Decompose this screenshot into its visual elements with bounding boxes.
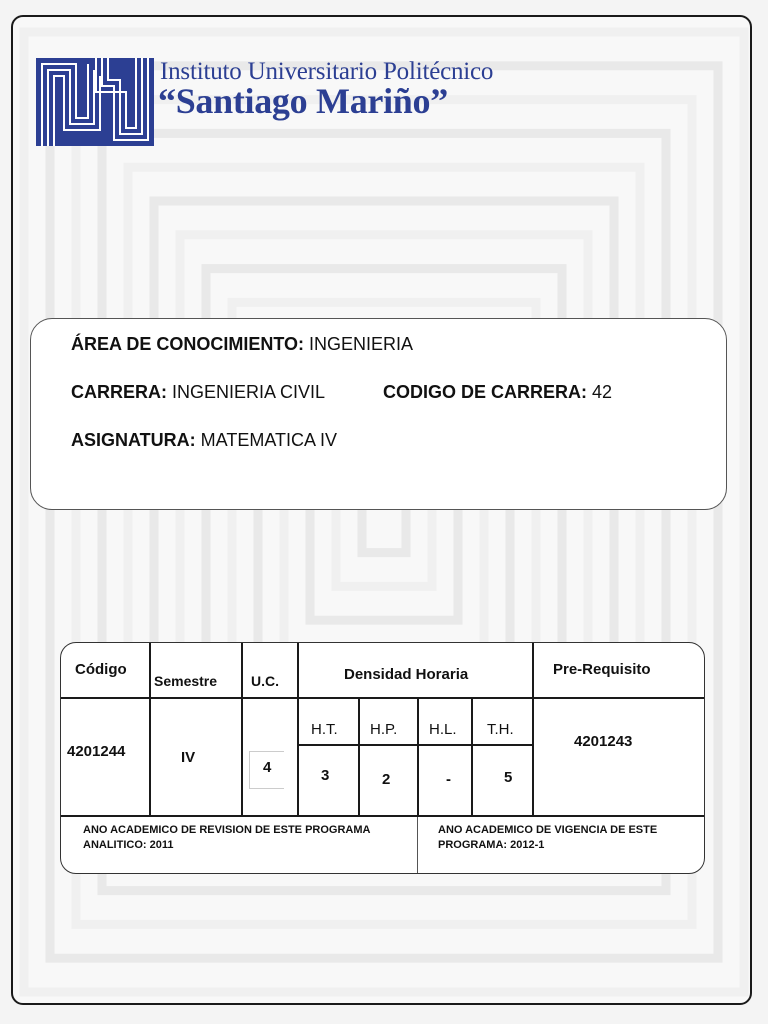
value-codigo: 4201244 [67, 743, 126, 760]
value-hl: - [446, 771, 451, 788]
area-label: ÁREA DE CONOCIMIENTO: [71, 334, 305, 354]
area-row [71, 334, 413, 355]
header-codigo: Código [75, 661, 127, 678]
institution-logo [36, 58, 154, 146]
table-divider [417, 815, 418, 874]
value-ht: 3 [321, 767, 330, 784]
footer-revision: ANO ACADEMICO DE REVISION DE ESTE PROGRAMA ANALITICO: 2011 [83, 824, 371, 851]
codigo-carrera-row [383, 382, 612, 403]
table-divider [61, 697, 705, 699]
value-th: 5 [504, 769, 513, 786]
value-uc: 4 [263, 759, 272, 776]
header-prerequisito: Pre-Requisito [553, 661, 651, 678]
table-divider [241, 643, 243, 815]
header-hp: H.P. [370, 721, 398, 738]
table-divider [297, 643, 299, 815]
table-divider [417, 697, 419, 815]
table-divider [297, 744, 532, 746]
header-hl: H.L. [429, 721, 457, 738]
asignatura-row [71, 430, 337, 451]
table-divider [532, 643, 534, 815]
course-table [60, 642, 705, 874]
value-hp: 2 [382, 771, 391, 788]
codigo-carrera-label: CODIGO DE CARRERA: [383, 382, 588, 402]
value-prerequisito: 4201243 [574, 733, 633, 750]
codigo-carrera-value: 42 [592, 382, 613, 402]
asignatura-label: ASIGNATURA: [71, 430, 196, 450]
value-semestre: IV [181, 749, 196, 766]
institution-name-line2: “Santiago Mariño” [158, 81, 448, 121]
table-divider [61, 815, 705, 817]
header-uc: U.C. [251, 673, 279, 689]
area-value: INGENIERIA [309, 334, 414, 354]
carrera-label: CARRERA: [71, 382, 167, 402]
table-divider [358, 697, 360, 815]
footer-vigencia: ANO ACADEMICO DE VIGENCIA DE ESTE PROGRAMA: 2012-1 [438, 824, 658, 851]
carrera-row [71, 382, 325, 403]
asignatura-value: MATEMATICA IV [200, 430, 338, 450]
table-divider [471, 697, 473, 815]
header-ht: H.T. [311, 721, 338, 738]
header-th: T.H. [487, 721, 514, 738]
info-box [30, 318, 727, 510]
carrera-value: INGENIERIA CIVIL [172, 382, 326, 402]
institution-name-line1: Instituto Universitario Politécnico [160, 58, 494, 85]
header-densidad-horaria: Densidad Horaria [344, 666, 469, 683]
table-divider [149, 643, 151, 815]
header-semestre: Semestre [154, 673, 218, 689]
